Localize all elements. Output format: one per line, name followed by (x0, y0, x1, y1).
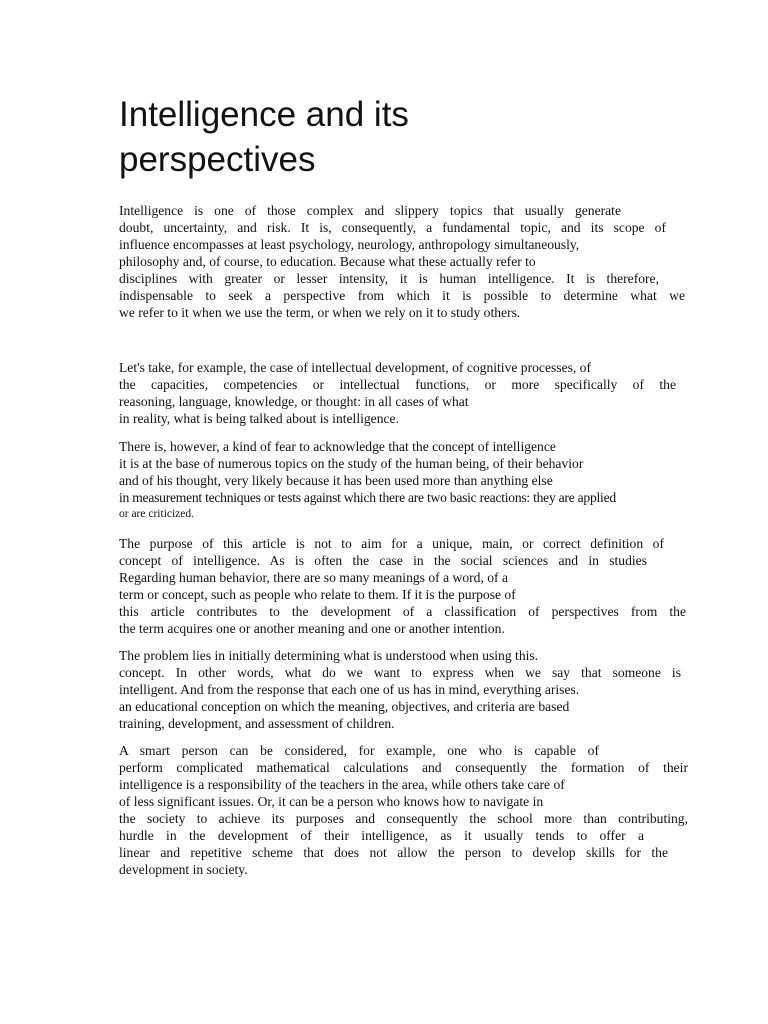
paragraph-6 (119, 742, 688, 878)
page-title (119, 92, 619, 182)
text-line: this article contributes to the development of a classification of perspectives from the (119, 604, 686, 619)
text-line: concept of intelligence. As is often the case in the social sciences and in studies (119, 553, 647, 568)
text-line: Intelligence is one of those complex and slippery topics that usually generate (119, 203, 621, 218)
text-line: in reality, what is being talked about is intelligence. (119, 411, 399, 426)
paragraph-1 (119, 202, 685, 321)
text-line: The problem lies in initially determining what is understood when using this. (119, 648, 539, 663)
text-line: development in society. (119, 862, 248, 877)
text-line: or are criticized. (119, 508, 195, 520)
text-line: and of his thought, very likely because it has been used more than anything else (119, 473, 553, 488)
text-line: in measurement techniques or tests against which there are two basic reactions: they are applied (119, 490, 616, 505)
text-line: disciplines with greater or lesser intensity, it is human intelligence. It is therefore, (119, 271, 659, 286)
text-line: philosophy and, of course, to education. Because what these actually refer to (119, 254, 536, 269)
text-line: concept. In other words, what do we want to express when we say that someone is (119, 665, 681, 680)
text-line: perform complicated mathematical calculations and consequently the formation of their (119, 760, 688, 775)
text-line: influence encompasses at least psychology, neurology, anthropology simultaneously, (119, 237, 580, 252)
text-line: Let's take, for example, the case of intellectual development, of cognitive processes, of (119, 360, 592, 375)
text-line: indispensable to seek a perspective from which it is possible to determine what we (119, 288, 685, 303)
paragraph-4 (119, 535, 686, 637)
title-line: Intelligence and its (119, 95, 409, 134)
text-line: training, development, and assessment of children. (119, 716, 395, 731)
text-line: intelligent. And from the response that each one of us has in mind, everything arises. (119, 682, 580, 697)
paragraph-5 (119, 647, 681, 732)
text-line: linear and repetitive scheme that does not allow the person to develop skills for the (119, 845, 668, 860)
title-line: perspectives (119, 140, 316, 179)
text-line: intelligence is a responsibility of the teachers in the area, while others take care of (119, 777, 565, 792)
text-line: the term acquires one or another meaning and one or another intention. (119, 621, 505, 636)
paragraph-2 (119, 359, 676, 427)
text-line: The purpose of this article is not to aim for a unique, main, or correct definition of (119, 536, 664, 551)
text-line: hurdle in the development of their intelligence, as it usually tends to offer a (119, 828, 644, 843)
text-line: Regarding human behavior, there are so many meanings of a word, of a (119, 570, 509, 585)
text-line: it is at the base of numerous topics on the study of the human being, of their behavior (119, 456, 584, 471)
text-line: doubt, uncertainty, and risk. It is, consequently, a fundamental topic, and its scope of (119, 220, 666, 235)
text-line: of less significant issues. Or, it can be a person who knows how to navigate in (119, 794, 544, 809)
text-line: the capacities, competencies or intellectual functions, or more specifically of the (119, 377, 676, 392)
text-line: reasoning, language, knowledge, or thought: in all cases of what (119, 394, 469, 409)
text-line: we refer to it when we use the term, or when we rely on it to study others. (119, 305, 521, 320)
text-line: the society to achieve its purposes and consequently the school more than contributing, (119, 811, 688, 826)
text-line: A smart person can be considered, for example, one who is capable of (119, 743, 599, 758)
text-line: an educational conception on which the meaning, objectives, and criteria are based (119, 699, 570, 714)
text-line: term or concept, such as people who relate to them. If it is the purpose of (119, 587, 516, 602)
text-line: There is, however, a kind of fear to acknowledge that the concept of intelligence (119, 439, 556, 454)
paragraph-3 (119, 438, 616, 523)
